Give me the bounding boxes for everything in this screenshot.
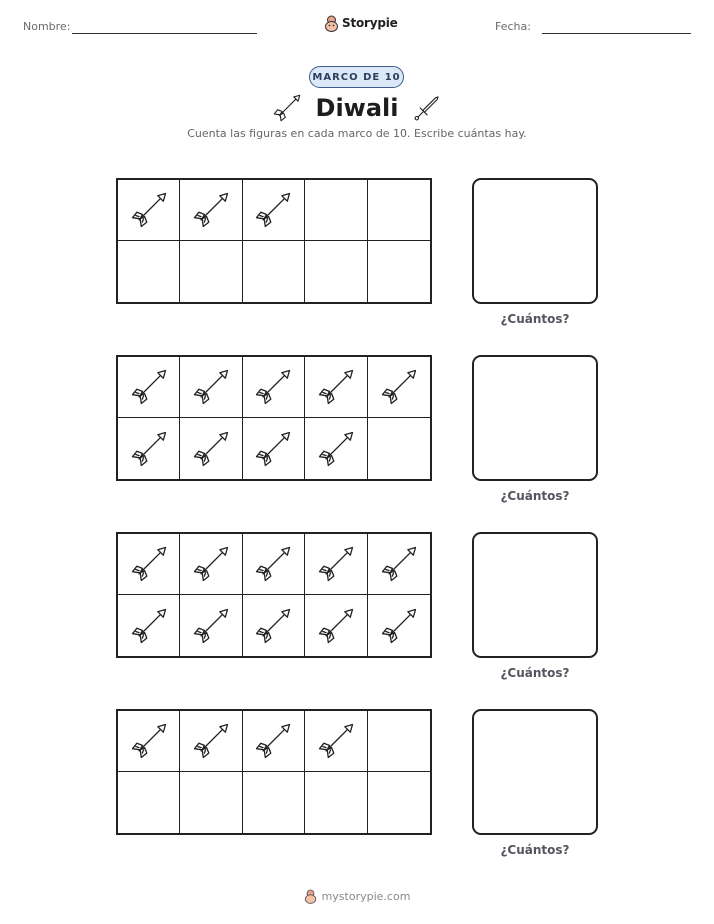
frame-cell-empty <box>305 772 367 833</box>
sword-icon <box>410 91 444 125</box>
name-label: Nombre: <box>23 20 71 33</box>
arrow-icon <box>251 542 295 586</box>
frame-cell-filled <box>243 357 305 418</box>
frame-cell-filled <box>243 534 305 595</box>
arrow-icon <box>127 365 171 409</box>
arrow-icon <box>270 91 304 125</box>
pie-mascot-icon <box>324 15 339 32</box>
arrow-icon <box>189 365 233 409</box>
frame-cell-empty <box>180 772 242 833</box>
arrow-icon <box>127 427 171 471</box>
arrow-icon <box>314 719 358 763</box>
frame-cell-filled <box>243 711 305 772</box>
frame-cell-empty <box>305 241 367 302</box>
arrow-icon <box>127 188 171 232</box>
frame-cell-empty <box>368 711 430 772</box>
arrow-icon <box>314 427 358 471</box>
arrow-icon <box>251 604 295 648</box>
arrow-icon <box>189 188 233 232</box>
ten-frame-4 <box>116 709 432 835</box>
frame-cell-filled <box>368 595 430 656</box>
brand-name: Storypie <box>342 16 398 30</box>
arrow-icon <box>314 604 358 648</box>
arrow-icon <box>189 719 233 763</box>
frame-cell-filled <box>305 418 367 479</box>
date-label: Fecha: <box>495 20 531 33</box>
ten-frame-3 <box>116 532 432 658</box>
frame-cell-filled <box>243 595 305 656</box>
name-line[interactable] <box>72 33 257 34</box>
frame-cell-empty <box>118 772 180 833</box>
frame-cell-filled <box>180 534 242 595</box>
frame-cell-filled <box>243 418 305 479</box>
worksheet-badge: MARCO DE 10 <box>309 66 404 88</box>
instructions: Cuenta las figuras en cada marco de 10. Escribe cuántas hay. <box>187 127 527 140</box>
frame-cell-empty <box>368 241 430 302</box>
footer-site: mystorypie.com <box>321 889 411 903</box>
frame-cell-filled <box>118 595 180 656</box>
arrow-icon <box>251 427 295 471</box>
frame-cell-filled <box>305 357 367 418</box>
brand-logo <box>324 13 398 33</box>
footer <box>0 886 714 906</box>
frame-cell-filled <box>118 534 180 595</box>
date-line[interactable] <box>542 33 691 34</box>
frame-cell-filled <box>118 180 180 241</box>
arrow-icon <box>127 542 171 586</box>
frame-cell-filled <box>118 418 180 479</box>
ten-frame-1 <box>116 178 432 304</box>
answer-label-2: ¿Cuántos? <box>500 489 570 503</box>
frame-cell-filled <box>118 357 180 418</box>
arrow-icon <box>377 365 421 409</box>
pie-mascot-icon <box>304 889 317 904</box>
answer-box-2[interactable] <box>472 355 598 481</box>
frame-cell-empty <box>243 772 305 833</box>
ten-frame-2 <box>116 355 432 481</box>
answer-label-4: ¿Cuántos? <box>500 843 570 857</box>
frame-cell-empty <box>118 241 180 302</box>
arrow-icon <box>377 542 421 586</box>
page-title: Diwali <box>315 94 399 122</box>
arrow-icon <box>127 604 171 648</box>
frame-cell-empty <box>305 180 367 241</box>
frame-cell-empty <box>368 772 430 833</box>
arrow-icon <box>189 604 233 648</box>
frame-cell-filled <box>180 418 242 479</box>
frame-cell-filled <box>180 595 242 656</box>
arrow-icon <box>377 604 421 648</box>
arrow-icon <box>251 719 295 763</box>
arrow-icon <box>127 719 171 763</box>
answer-box-3[interactable] <box>472 532 598 658</box>
answer-label-1: ¿Cuántos? <box>500 312 570 326</box>
arrow-icon <box>189 427 233 471</box>
frame-cell-filled <box>305 711 367 772</box>
arrow-icon <box>189 542 233 586</box>
frame-cell-filled <box>305 534 367 595</box>
answer-box-1[interactable] <box>472 178 598 304</box>
frame-cell-filled <box>118 711 180 772</box>
frame-cell-empty <box>368 418 430 479</box>
frame-cell-empty <box>368 180 430 241</box>
frame-cell-filled <box>180 357 242 418</box>
frame-cell-filled <box>180 711 242 772</box>
frame-cell-filled <box>368 534 430 595</box>
frame-cell-empty <box>243 241 305 302</box>
frame-cell-filled <box>243 180 305 241</box>
frame-cell-empty <box>180 241 242 302</box>
answer-box-4[interactable] <box>472 709 598 835</box>
answer-label-3: ¿Cuántos? <box>500 666 570 680</box>
arrow-icon <box>314 365 358 409</box>
frame-cell-filled <box>368 357 430 418</box>
frame-cell-filled <box>180 180 242 241</box>
arrow-icon <box>251 365 295 409</box>
frame-cell-filled <box>305 595 367 656</box>
arrow-icon <box>251 188 295 232</box>
arrow-icon <box>314 542 358 586</box>
